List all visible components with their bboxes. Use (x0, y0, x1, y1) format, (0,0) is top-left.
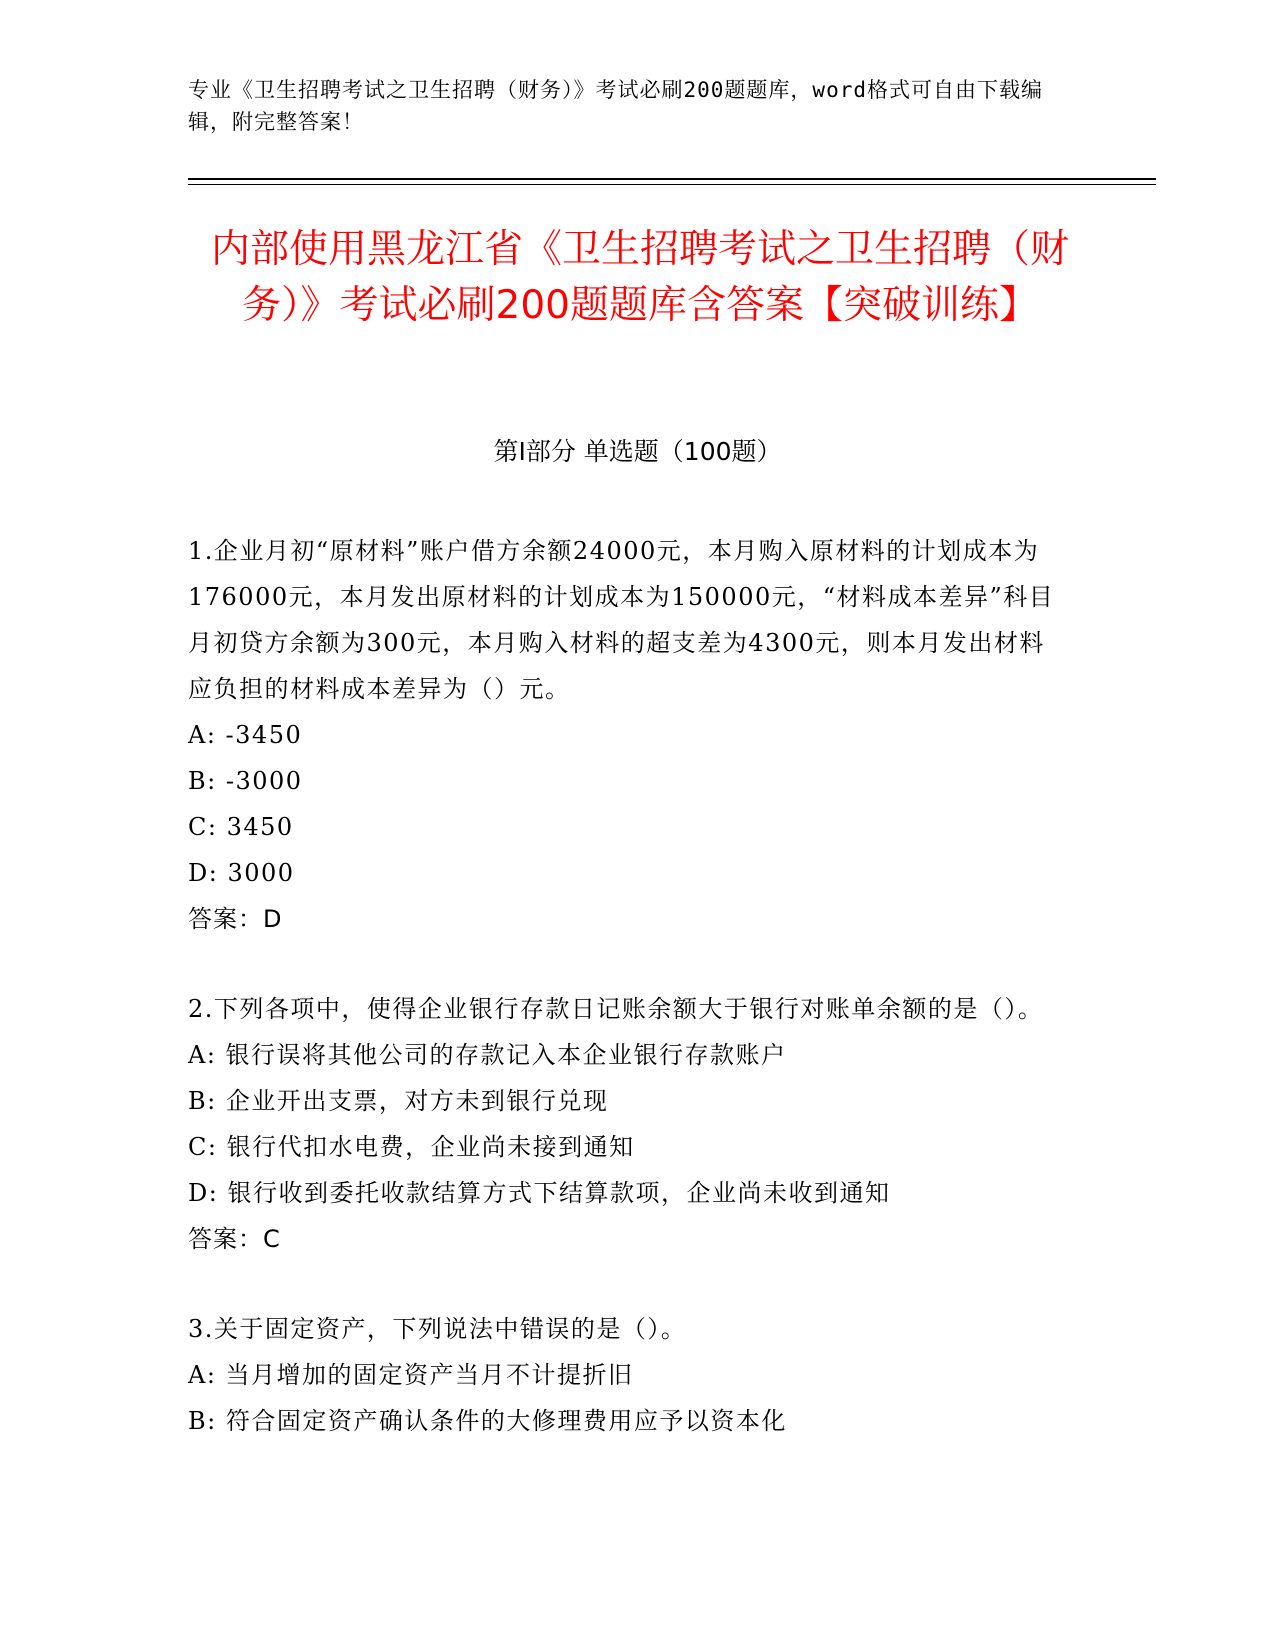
header-rule-thin (188, 184, 1156, 185)
question-2 (188, 986, 1063, 1262)
header-rule-thick (188, 178, 1156, 180)
answer: 答案：C (188, 1225, 281, 1253)
option-b: B: 企业开出支票，对方未到银行兑现 (188, 1087, 609, 1115)
option-a: A: 当月增加的固定资产当月不计提折旧 (188, 1361, 634, 1389)
question-3 (188, 1306, 1063, 1444)
option-a: A: 银行误将其他公司的存款记入本企业银行存款账户 (188, 1041, 787, 1069)
section-title: 第Ⅰ部分 单选题（100题） (493, 437, 782, 466)
answer: 答案：D (188, 905, 283, 933)
question-stem: 2.下列各项中，使得企业银行存款日记账余额大于银行对账单余额的是（）。 (188, 995, 1044, 1023)
question-1 (188, 528, 1063, 942)
option-b: B: -3000 (188, 767, 303, 795)
document-title: 内部使用黑龙江省《卫生招聘考试之卫生招聘（财务）》考试必刷200题题库含答案【突破训练】 (210, 227, 1069, 328)
option-b: B: 符合固定资产确认条件的大修理费用应予以资本化 (188, 1407, 787, 1435)
option-c: C: 银行代扣水电费，企业尚未接到通知 (188, 1133, 635, 1161)
option-d: D: 银行收到委托收款结算方式下结算款项，企业尚未收到通知 (188, 1179, 891, 1207)
option-c: C: 3450 (188, 813, 294, 841)
header-note: 专业《卫生招聘考试之卫生招聘（财务）》考试必刷200题题库，word格式可自由下载编辑，附完整答案！ (188, 78, 1043, 134)
question-stem: 3.关于固定资产，下列说法中错误的是（）。 (188, 1315, 687, 1343)
question-stem: 1.企业月初“原材料”账户借方余额24000元，本月购入原材料的计划成本为176000元，本月发出原材料的计划成本为150000元，“材料成本差异”科目月初贷方余额为300元，本月购入材料的超支差为4300元，则本月发出材料应负担的材料成本差异为（）元。 (188, 537, 1055, 703)
option-a: A: -3450 (188, 721, 303, 749)
question-list (188, 528, 1063, 1488)
option-d: D: 3000 (188, 859, 295, 887)
